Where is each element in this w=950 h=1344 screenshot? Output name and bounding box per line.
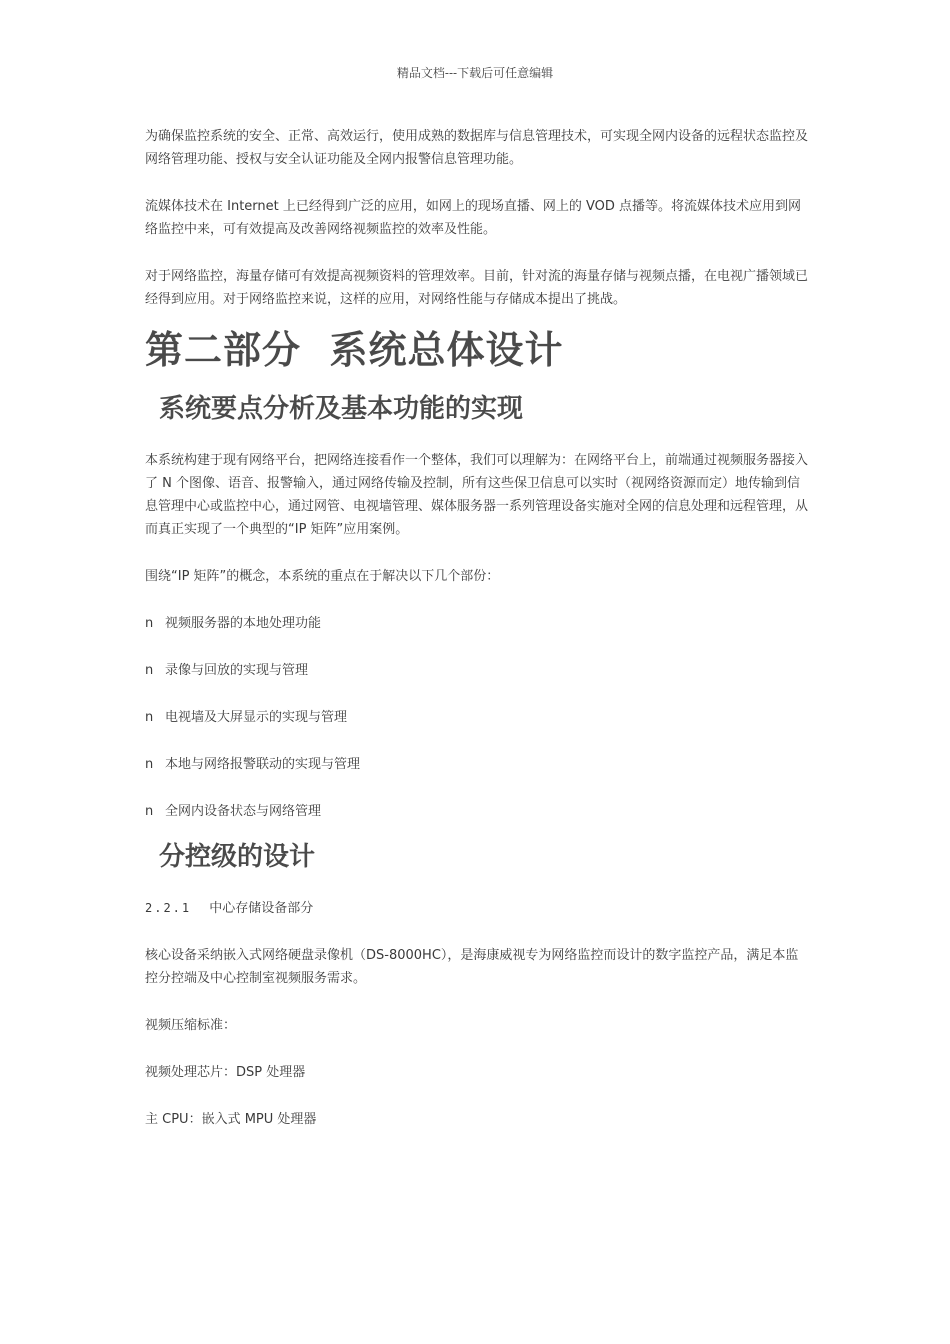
paragraph: 本系统构建于现有网络平台，把网络连接看作一个整体，我们可以理解为：在网络平台上，前端通过视频服务器接入了 N 个图像、语音、报警输入，通过网络传输及控制，所有这些保卫信息可以实时（视网络资源而定）地传输到信息管理中心或监控中心，通过网管、电视墙管理、媒体服务器一系列管理设备实施对全网的信息处理和远程管理，从而真正实现了一个典型的“IP 矩阵”应用案例。 <box>145 453 809 537</box>
bullet-mark: n <box>145 663 154 678</box>
list-item <box>145 659 810 682</box>
paragraph: 流媒体技术在 Internet 上已经得到广泛的应用，如网上的现场直播、网上的 VOD 点播等。将流媒体技术应用到网络监控中来，可有效提高及改善网络视频监控的效率及性能。 <box>145 199 802 237</box>
list-item-text: 本地与网络报警联动的实现与管理 <box>165 757 361 772</box>
list-item <box>145 706 810 729</box>
list-item-text: 全网内设备状态与网络管理 <box>165 804 322 819</box>
page-header: 精品文档---下载后可任意编辑 <box>396 66 554 80</box>
section-title: 第二部分 系统总体设计 <box>145 328 564 372</box>
bullet-mark: n <box>145 804 154 819</box>
list-item <box>145 800 810 823</box>
paragraph: 核心设备采纳嵌入式网络硬盘录像机（DS-8000HC），是海康威视专为网络监控而设计的数字监控产品，满足本监控分控端及中心控制室视频服务需求。 <box>145 948 799 986</box>
paragraph: 视频压缩标准： <box>145 1018 237 1033</box>
item-title: 中心存储设备部分 <box>209 901 314 916</box>
paragraph: 视频处理芯片：DSP 处理器 <box>145 1065 306 1080</box>
document-body <box>145 125 810 1155</box>
paragraph: 对于网络监控，海量存储可有效提高视频资料的管理效率。目前，针对流的海量存储与视频点播，在电视广播领域已经得到应用。对于网络监控来说，这样的应用，对网络性能与存储成本提出了挑战。 <box>145 269 809 307</box>
list-item-text: 视频服务器的本地处理功能 <box>165 616 322 631</box>
paragraph: 围绕“IP 矩阵”的概念，本系统的重点在于解决以下几个部份： <box>145 569 500 584</box>
paragraph: 为确保监控系统的安全、正常、高效运行，使用成熟的数据库与信息管理技术，可实现全网内设备的远程状态监控及网络管理功能、授权与安全认证功能及全网内报警信息管理功能。 <box>145 129 809 167</box>
list-item <box>145 612 810 635</box>
list-item <box>145 753 810 776</box>
bullet-mark: n <box>145 710 154 725</box>
paragraph: 主 CPU：嵌入式 MPU 处理器 <box>145 1112 317 1127</box>
subsection-title: 分控级的设计 <box>159 842 316 872</box>
item-number: 2.2.1 <box>145 901 192 915</box>
subsection-title: 系统要点分析及基本功能的实现 <box>159 394 524 424</box>
list-item-text: 录像与回放的实现与管理 <box>165 663 309 678</box>
bullet-mark: n <box>145 616 154 631</box>
list-item-text: 电视墙及大屏显示的实现与管理 <box>165 710 348 725</box>
bullet-mark: n <box>145 757 154 772</box>
numbered-heading <box>145 897 810 920</box>
